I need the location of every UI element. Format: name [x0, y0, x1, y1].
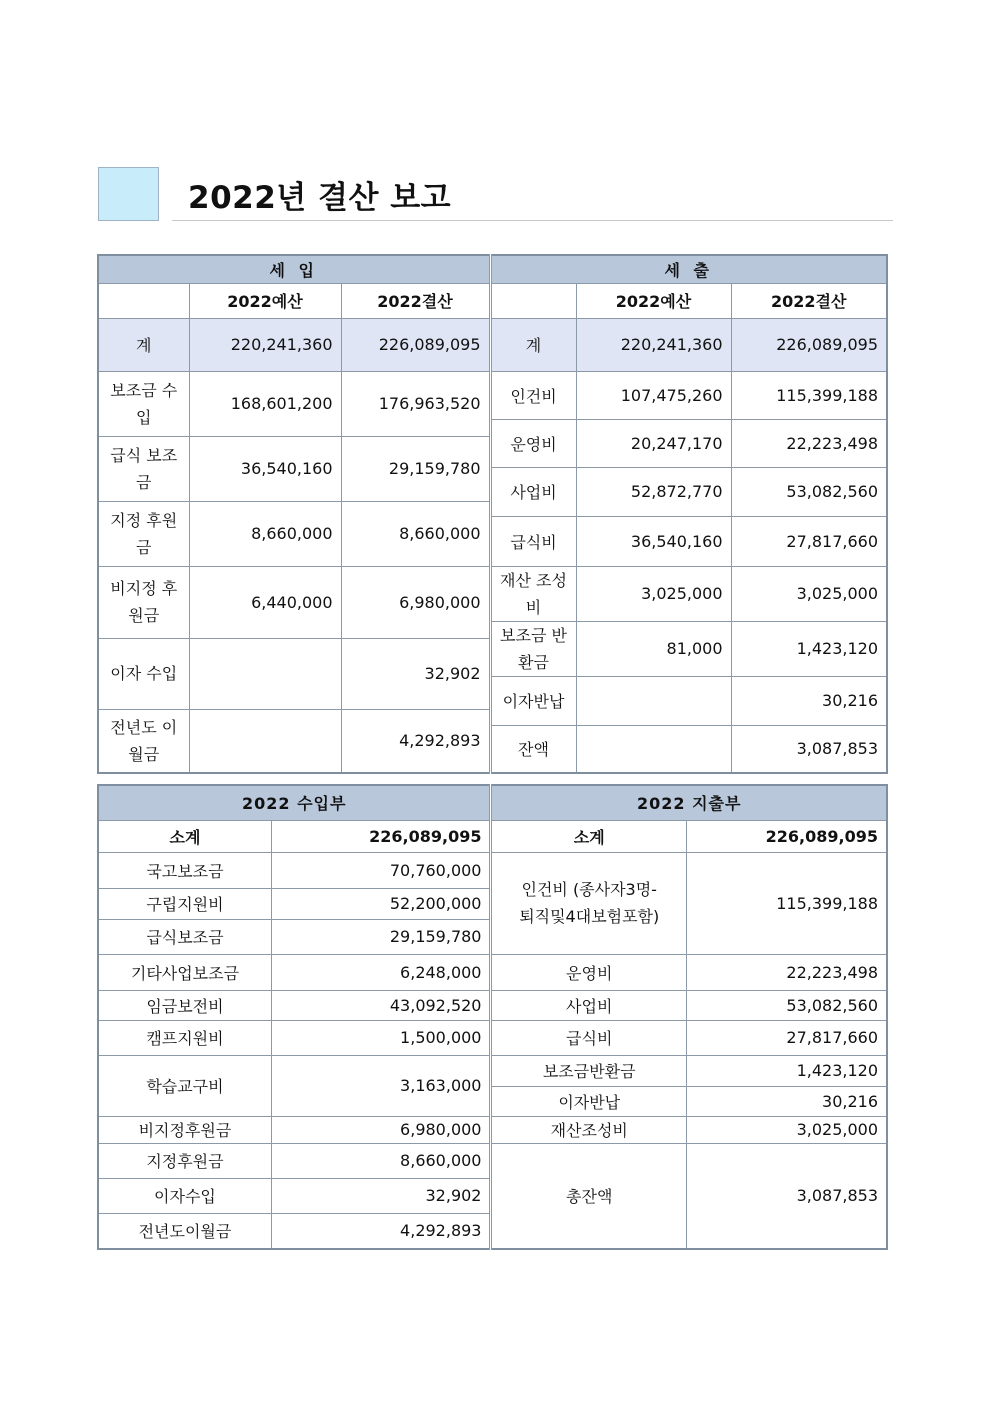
- ledger-income-amount: 6,980,000: [271, 1116, 491, 1143]
- income-subtotal: 226,089,095: [271, 820, 491, 852]
- income-label: 계: [98, 318, 189, 371]
- income-label: 지정 후원금: [98, 501, 189, 566]
- ledger-expense-amount: 3,087,853: [686, 1143, 887, 1249]
- income-label: 비지정 후원금: [98, 566, 189, 638]
- income-settlement: 6,980,000: [341, 566, 490, 638]
- expense-settlement: 226,089,095: [731, 318, 887, 371]
- ledger-expense-amount: 53,082,560: [686, 990, 887, 1020]
- ledger-income-label: 전년도이월금: [98, 1213, 271, 1249]
- expense-subtotal: 226,089,095: [686, 820, 887, 852]
- expense-budget: [576, 725, 731, 773]
- expense-settlement: 115,399,188: [731, 371, 887, 419]
- expense-settlement: 3,087,853: [731, 725, 887, 773]
- expense-settlement: 3,025,000: [731, 566, 887, 621]
- expense-label: 급식비: [490, 516, 576, 566]
- col-settlement: 2022결산: [731, 283, 887, 318]
- ledger-expense-label: 인건비 (종사자3명- 퇴직및4대보험포함): [491, 852, 686, 954]
- col-settlement: 2022결산: [341, 283, 490, 318]
- revenue-expense-table: [97, 254, 888, 774]
- ledger-income-amount: 8,660,000: [271, 1143, 491, 1178]
- ledger-income-label: 임금보전비: [98, 990, 271, 1020]
- expense-budget: 107,475,260: [576, 371, 731, 419]
- expense-label: 이자반납: [490, 676, 576, 725]
- ledger-expense-header: 2022 지출부: [491, 785, 887, 820]
- ledger-expense-amount: 22,223,498: [686, 954, 887, 990]
- expense-settlement: 27,817,660: [731, 516, 887, 566]
- income-settlement: 226,089,095: [341, 318, 490, 371]
- ledger-table: [97, 784, 888, 1250]
- income-settlement: 4,292,893: [341, 709, 490, 773]
- ledger-income-amount: 29,159,780: [271, 919, 491, 954]
- ledger-income-label: 비지정후원금: [98, 1116, 271, 1143]
- ledger-expense-amount: 3,025,000: [686, 1116, 887, 1143]
- expense-settlement: 1,423,120: [731, 621, 887, 676]
- expense-budget: 36,540,160: [576, 516, 731, 566]
- income-label: 전년도 이월금: [98, 709, 189, 773]
- income-settlement: 8,660,000: [341, 501, 490, 566]
- ledger-expense-label: 총잔액: [491, 1143, 686, 1249]
- income-label: 급식 보조금: [98, 436, 189, 501]
- ledger-expense-amount: 27,817,660: [686, 1020, 887, 1055]
- income-label: 보조금 수입: [98, 371, 189, 436]
- col-budget: 2022예산: [576, 283, 731, 318]
- expense-budget: 3,025,000: [576, 566, 731, 621]
- income-budget: [189, 638, 341, 709]
- page-title: 2022년 결산 보고: [188, 180, 452, 216]
- expense-header: 세 출: [490, 255, 887, 283]
- ledger-income-amount: 32,902: [271, 1178, 491, 1213]
- expense-label: 계: [490, 318, 576, 371]
- income-budget: 168,601,200: [189, 371, 341, 436]
- expense-label: 운영비: [490, 419, 576, 467]
- expense-label: 인건비: [490, 371, 576, 419]
- ledger-income-label: 캠프지원비: [98, 1020, 271, 1055]
- blank-header-cell: [98, 283, 189, 318]
- ledger-income-label: 급식보조금: [98, 919, 271, 954]
- title-marker: [98, 167, 159, 221]
- expense-budget: 81,000: [576, 621, 731, 676]
- ledger-income-amount: 3,163,000: [271, 1055, 491, 1116]
- title-underline: [172, 220, 893, 221]
- income-settlement: 29,159,780: [341, 436, 490, 501]
- ledger-income-amount: 4,292,893: [271, 1213, 491, 1249]
- ledger-expense-amount: 115,399,188: [686, 852, 887, 954]
- ledger-income-header: 2022 수입부: [98, 785, 491, 820]
- ledger-expense-label: 운영비: [491, 954, 686, 990]
- ledger-income-amount: 70,760,000: [271, 852, 491, 888]
- income-header: 세 입: [98, 255, 490, 283]
- ledger-expense-label: 이자반납: [491, 1086, 686, 1116]
- ledger-income-label: 기타사업보조금: [98, 954, 271, 990]
- expense-budget: 20,247,170: [576, 419, 731, 467]
- expense-settlement: 30,216: [731, 676, 887, 725]
- ledger-expense-label: 재산조성비: [491, 1116, 686, 1143]
- expense-settlement: 53,082,560: [731, 467, 887, 516]
- income-settlement: 176,963,520: [341, 371, 490, 436]
- ledger-expense-label: 사업비: [491, 990, 686, 1020]
- expense-label: 사업비: [490, 467, 576, 516]
- expense-budget: 52,872,770: [576, 467, 731, 516]
- ledger-expense-label: 급식비: [491, 1020, 686, 1055]
- blank-header-cell: [490, 283, 576, 318]
- ledger-income-label: 지정후원금: [98, 1143, 271, 1178]
- ledger-income-label: 학습교구비: [98, 1055, 271, 1116]
- expense-budget: [576, 676, 731, 725]
- income-settlement: 32,902: [341, 638, 490, 709]
- col-budget: 2022예산: [189, 283, 341, 318]
- ledger-income-amount: 6,248,000: [271, 954, 491, 990]
- ledger-income-amount: 52,200,000: [271, 888, 491, 919]
- ledger-income-label: 국고보조금: [98, 852, 271, 888]
- ledger-income-label: 구립지원비: [98, 888, 271, 919]
- expense-label: 재산 조성비: [490, 566, 576, 621]
- ledger-expense-amount: 30,216: [686, 1086, 887, 1116]
- ledger-income-amount: 43,092,520: [271, 990, 491, 1020]
- income-label: 이자 수입: [98, 638, 189, 709]
- income-budget: [189, 709, 341, 773]
- income-budget: 36,540,160: [189, 436, 341, 501]
- expense-subtotal-label: 소계: [491, 820, 686, 852]
- expense-settlement: 22,223,498: [731, 419, 887, 467]
- expense-label: 보조금 반환금: [490, 621, 576, 676]
- expense-budget: 220,241,360: [576, 318, 731, 371]
- income-budget: 6,440,000: [189, 566, 341, 638]
- income-budget: 220,241,360: [189, 318, 341, 371]
- income-subtotal-label: 소계: [98, 820, 271, 852]
- income-budget: 8,660,000: [189, 501, 341, 566]
- ledger-expense-label: 보조금반환금: [491, 1055, 686, 1086]
- ledger-income-amount: 1,500,000: [271, 1020, 491, 1055]
- expense-label: 잔액: [490, 725, 576, 773]
- ledger-expense-amount: 1,423,120: [686, 1055, 887, 1086]
- ledger-income-label: 이자수입: [98, 1178, 271, 1213]
